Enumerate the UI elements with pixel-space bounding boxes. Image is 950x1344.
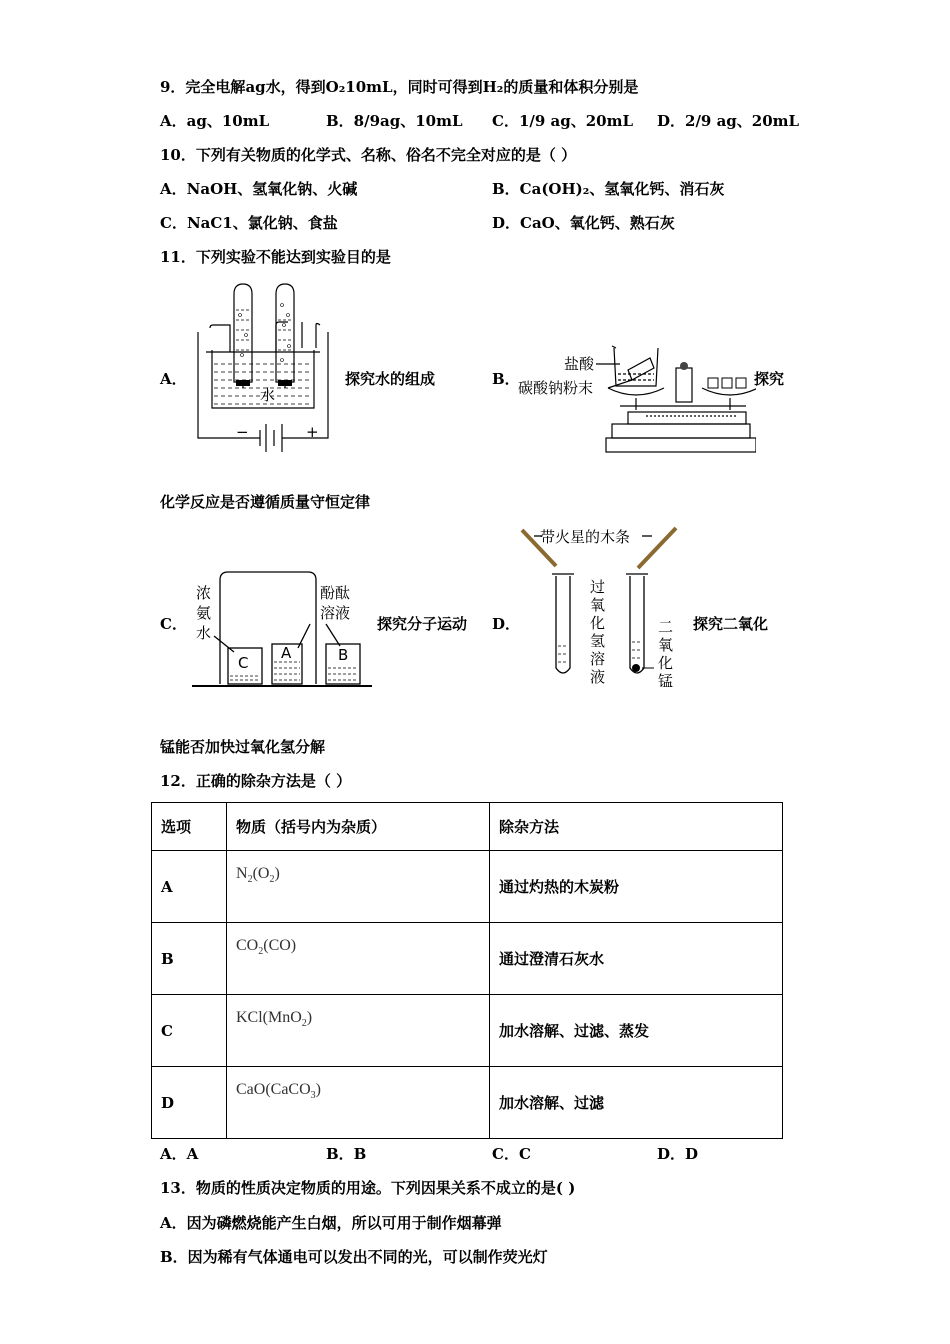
electrolysis-apparatus-figure (190, 280, 340, 462)
header-method: 除杂方法 (490, 803, 783, 851)
q13-option-b: B．因为稀有气体通电可以发出不同的光，可以制作荧光灯 (160, 1248, 548, 1266)
table-row (152, 1067, 783, 1139)
h2o2-label-3: 化 (590, 614, 606, 632)
q9-option-b: B．8/9ag、10mL (326, 112, 463, 130)
row-substance: KCl(MnO$_2$) (227, 995, 490, 1067)
beaker-a-label: A (281, 644, 292, 662)
h2o2-label-2: 氧 (590, 596, 606, 614)
ammonia-label-2: 氨 (196, 604, 212, 622)
powder-label: 碳酸钠粉末 (518, 379, 594, 397)
splint-label: 带火星的木条 (540, 528, 631, 546)
row-substance: $CO_2(CO)$ (227, 923, 490, 995)
q11-d-letter: D． (492, 615, 521, 633)
h2o2-label-6: 液 (590, 668, 606, 686)
q12-option-a: A．A (160, 1145, 199, 1163)
q11-a-caption: 探究水的组成 (345, 370, 436, 388)
q9-stem: 9．完全电解ag水，得到O₂10mL，同时可得到H₂的质量和体积分别是 (160, 78, 639, 96)
mno2-label-3: 化 (658, 654, 674, 672)
q12-option-b: B．B (326, 1145, 367, 1163)
table-row (152, 995, 783, 1067)
q11-c-caption: 探究分子运动 (377, 615, 468, 633)
row-option: B (152, 923, 227, 995)
molecular-motion-figure (192, 566, 372, 694)
row-method: 加水溶解、过滤 (490, 1067, 783, 1139)
q11-b-caption-cont: 化学反应是否遵循质量守恒定律 (160, 493, 371, 511)
mno2-label-2: 氧 (658, 636, 674, 654)
row-substance: CaO(CaCO$_3$) (227, 1067, 490, 1139)
row-method: 加水溶解、过滤、蒸发 (490, 995, 783, 1067)
plus-sign: + (306, 423, 319, 441)
header-option: 选项 (152, 803, 227, 851)
row-option: A (152, 851, 227, 923)
q11-b-letter: B． (492, 370, 520, 388)
row-method: 通过灼热的木炭粉 (490, 851, 783, 923)
table-row (152, 851, 783, 923)
balance-experiment-figure (516, 340, 756, 458)
catalyst-experiment-figure (516, 520, 686, 694)
q12-stem: 12．正确的除杂方法是（ ） (160, 772, 352, 790)
q11-b-caption: 探究 (754, 370, 785, 388)
q9-option-d: D．2/9 ag、20mL (657, 112, 800, 130)
q13-stem: 13．物质的性质决定物质的用途。下列因果关系不成立的是( ) (160, 1179, 576, 1197)
q10-option-c: C．NaC1、氯化钠、食盐 (160, 214, 338, 232)
q9-option-a: A．ag、10mL (160, 112, 270, 130)
q10-option-d: D．CaO、氧化钙、熟石灰 (492, 214, 675, 232)
q12-option-d: D．D (657, 1145, 699, 1163)
q11-stem: 11．下列实验不能达到实验目的是 (160, 248, 391, 266)
q11-a-letter: A． (160, 370, 187, 388)
water-label: 水 (260, 386, 276, 404)
phenol-label-1: 酚酞 (320, 584, 351, 602)
ammonia-label-1: 浓 (196, 584, 212, 602)
beaker-b-label: B (338, 646, 349, 664)
q11-c-letter: C． (160, 615, 187, 633)
impurity-removal-table (151, 802, 783, 1139)
row-option: D (152, 1067, 227, 1139)
table-row (152, 923, 783, 995)
h2o2-label-4: 氢 (590, 632, 606, 650)
phenol-label-2: 溶液 (320, 604, 351, 622)
row-substance: $N_2(O_2)$ (227, 851, 490, 923)
q11-d-caption-cont: 锰能否加快过氧化氢分解 (160, 738, 326, 756)
ammonia-label-3: 水 (196, 624, 212, 642)
q12-option-c: C．C (492, 1145, 531, 1163)
q10-option-b: B．Ca(OH)₂、氢氧化钙、消石灰 (492, 180, 725, 198)
mno2-label-4: 锰 (658, 672, 674, 690)
h2o2-label-1: 过 (590, 578, 606, 596)
table-header-row (152, 803, 783, 851)
q13-option-a: A．因为磷燃烧能产生白烟，所以可用于制作烟幕弹 (160, 1214, 502, 1232)
q10-option-a: A．NaOH、氢氧化钠、火碱 (160, 180, 358, 198)
acid-label: 盐酸 (564, 355, 595, 373)
h2o2-label-5: 溶 (590, 650, 606, 668)
row-option: C (152, 995, 227, 1067)
header-substance: 物质（括号内为杂质） (227, 803, 490, 851)
beaker-c-label: C (238, 654, 249, 672)
q10-stem: 10．下列有关物质的化学式、名称、俗名不完全对应的是（ ） (160, 146, 577, 164)
q11-d-caption: 探究二氧化 (693, 615, 769, 633)
row-method: 通过澄清石灰水 (490, 923, 783, 995)
q9-option-c: C．1/9 ag、20mL (492, 112, 634, 130)
mno2-label-1: 二 (658, 618, 674, 636)
minus-sign: − (236, 423, 249, 441)
